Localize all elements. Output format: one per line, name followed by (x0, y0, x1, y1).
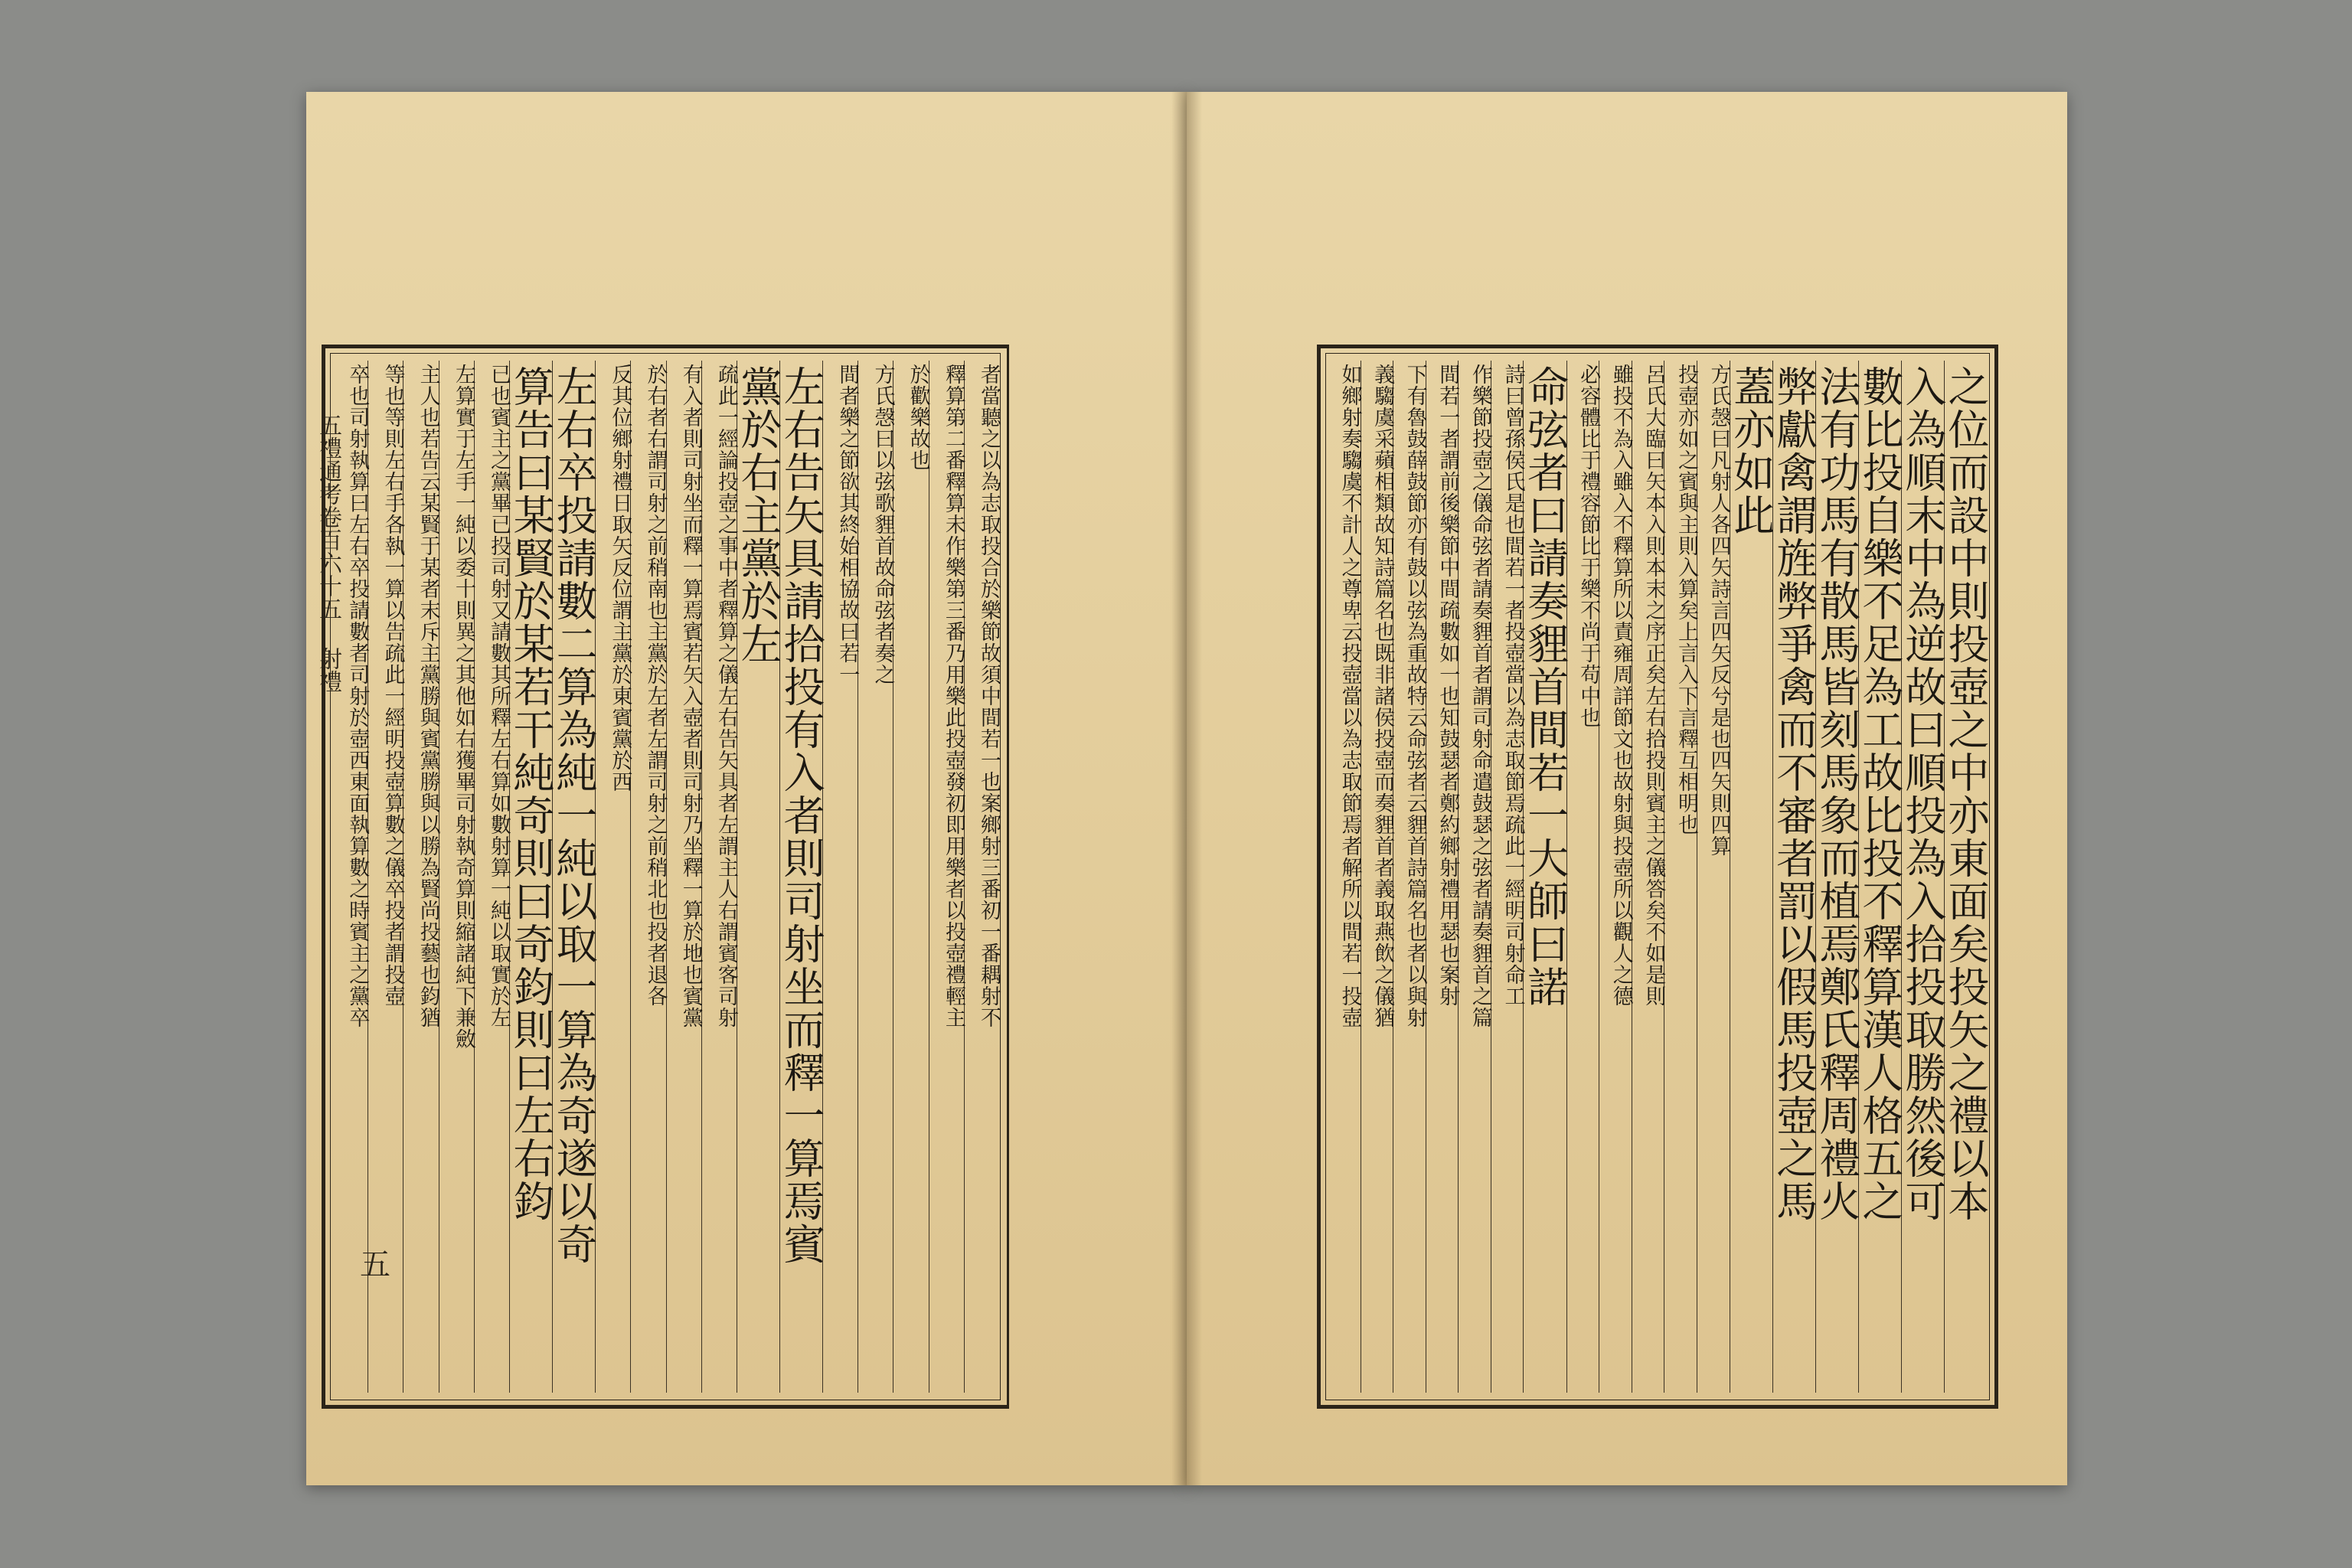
left-page (306, 92, 1188, 1485)
left-text-column: 間者樂之節欲其終始相協故曰若一 (822, 361, 858, 1393)
right-text-column: 法有功馬有散馬皆刻馬象而植焉鄭氏釋周禮火 (1815, 361, 1858, 1393)
left-text-column: 等也等則左右手各執一算以告疏此一經明投壺算數之儀卒投者謂投壺 (368, 361, 403, 1393)
left-text-column: 左算實于左手一純以委十則異之其他如右獲畢司射執奇算則縮諸純下兼斂 (439, 361, 474, 1393)
right-text-column: 投壺亦如之賓與主則入算矣上言入下言釋互相明也 (1664, 361, 1697, 1393)
right-text-column: 雖投不為入雖入不釋算所以責雍周詳節文也故射與投壺所以觀人之德 (1599, 361, 1632, 1393)
right-text-column: 之位而設中則投壺之中亦東面矣投矢之禮以本 (1944, 361, 1987, 1393)
right-text-frame (1317, 345, 1998, 1409)
right-text-column: 間若一者謂前後樂節中間疏數如一也知鼓瑟者鄭約鄉射禮用瑟也案射 (1426, 361, 1459, 1393)
left-text-column: 釋算第二番釋算未作樂第三番乃用樂此投壺發初即用樂者以投壺禮輕主 (929, 361, 964, 1393)
right-text-column: 義騶虞采蘋相類故知詩篇名也既非諸侯投壺而奏貍首者義取燕飲之儀猶 (1361, 361, 1393, 1393)
left-text-column: 左右告矢具請拾投有入者則司射坐而釋一算焉賓 (779, 361, 822, 1393)
left-text-column: 於歡樂故也 (893, 361, 928, 1393)
left-text-column: 卒也司射執算曰左右卒投請數者司射於壺西東面執算數之時賓主之黨卒 (345, 364, 370, 1028)
folio-label: 五禮通考卷百六十五 射禮 (315, 413, 341, 693)
right-text-column: 方氏愨曰凡射人各四矢詩言四矢反兮是也四矢則四算 (1697, 361, 1730, 1393)
right-text-column: 數比投自樂不足為工故比投不釋算漢人格五之 (1858, 361, 1901, 1393)
right-text-column: 命弦者曰請奏貍首間若一大師曰諾 (1523, 361, 1566, 1393)
left-text-column: 左右卒投請數二算為純一純以取一算為奇遂以奇 (552, 361, 595, 1393)
right-text-column: 作樂節投壺之儀命弦者請奏貍首者謂司射命遣鼓瑟之弦者請奏貍首之篇 (1458, 361, 1491, 1393)
left-text-columns (333, 361, 999, 1393)
left-text-column: 主人也若告云某賢于某者末斥主黨勝與賓黨勝與以勝為賢尚投藝也鈞猶 (403, 361, 438, 1393)
right-page (1187, 92, 2067, 1485)
left-text-column: 黨於右主黨於左 (737, 361, 779, 1393)
right-text-column: 必容體比于禮容節比于樂不尚于苟中也 (1566, 361, 1599, 1393)
page-number: 五 (360, 1247, 390, 1282)
left-text-column: 於右者右謂司射之前稍南也主黨於左者左謂司射之前稍北也投者退各 (630, 361, 665, 1393)
left-text-frame (322, 345, 1009, 1409)
open-book (306, 92, 2067, 1485)
left-text-column: 反其位鄉射禮日取矢反位謂主黨於東賓黨於西 (595, 361, 630, 1393)
left-text-column: 有入者則司射坐而釋一算焉賓若矢入壺者則司射乃坐釋一算於地也賓黨 (666, 361, 701, 1393)
right-text-columns (1328, 361, 1990, 1393)
right-text-column: 呂氏大臨曰矢本入則本末之序正矣左右拾投則賓主之儀答矣不如是則 (1632, 361, 1664, 1393)
book-gutter (1171, 92, 1202, 1485)
left-text-column: 者當聽之以為志取投合於樂節故須中間若一也案鄉射三番初一番耦射不 (964, 361, 999, 1393)
left-text-column: 算告曰某賢於某若干純奇則曰奇鈞則曰左右鈞 (509, 361, 552, 1393)
left-text-column: 方氏愨曰以弦歌貍首故命弦者奏之 (858, 361, 893, 1393)
right-text-column: 下有魯鼓薛鼓節亦有鼓以弦為重故特云命弦者云貍首詩篇名也者以與射 (1393, 361, 1426, 1393)
right-text-column: 入為順末中為逆故曰順投為入拾投取勝然後可 (1901, 361, 1944, 1393)
right-text-column: 詩曰曾孫侯氏是也間若一者投壺當以為志取節焉疏此一經明司射命工 (1491, 361, 1524, 1393)
left-text-column: 疏此一經論投壺之事中者釋算之儀左右告矢具者左謂主人右謂賓客司射 (701, 361, 737, 1393)
right-text-column: 如鄉射奏騶虞不計人之尊卑云投壺當以為志取節焉者解所以間若一投壺 (1338, 364, 1362, 1028)
right-text-column: 蓋亦如此 (1730, 361, 1772, 1393)
right-text-column: 弊獻禽謂旌弊爭禽而不審者罰以假馬投壺之馬 (1772, 361, 1815, 1393)
left-text-column: 已也賓主之黨畢已投司射又請數其所釋左右算如數射算一純以取實於左 (474, 361, 509, 1393)
